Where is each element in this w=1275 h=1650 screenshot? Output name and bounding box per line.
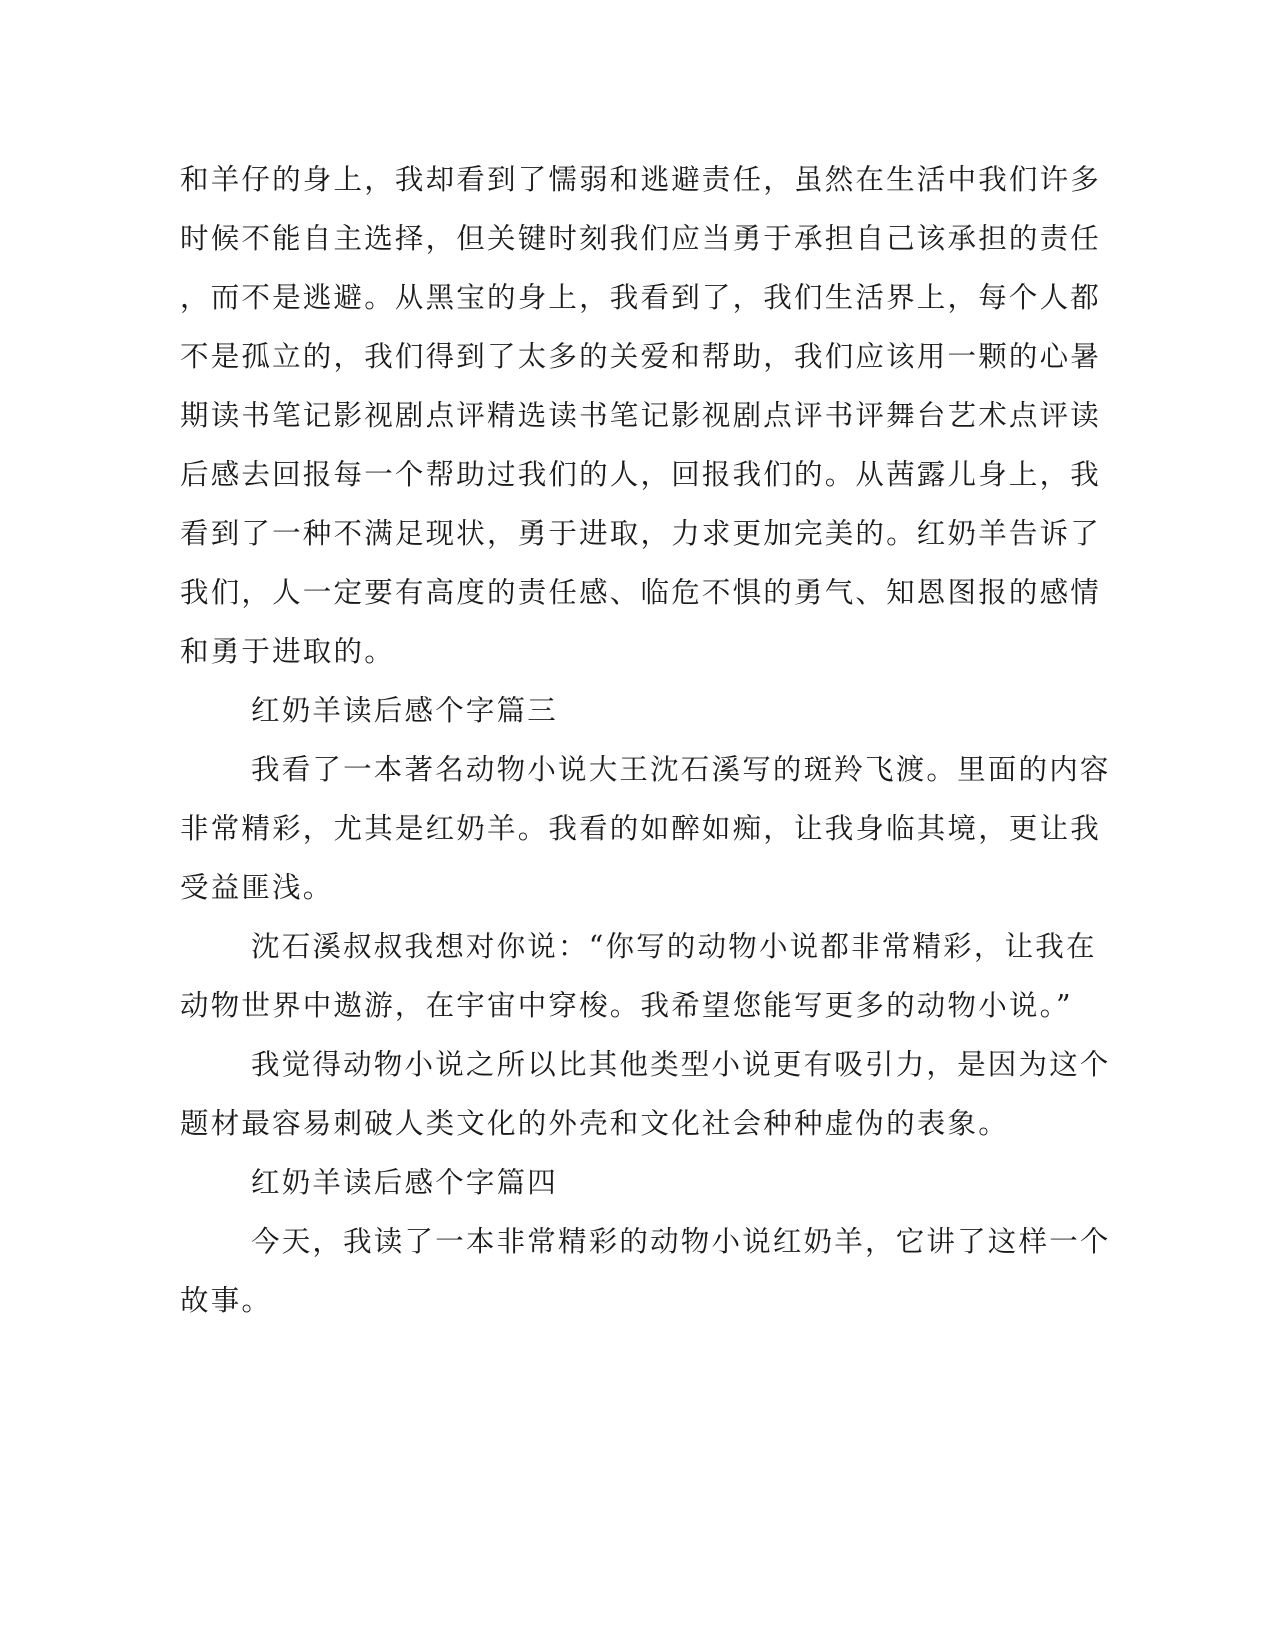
text-line-8: 我们，人一定要有高度的责任感、临危不惧的勇气、知恩图报的感情 xyxy=(180,576,1102,609)
text-line-20: 故事。 xyxy=(180,1284,273,1317)
section-heading-3: 红奶羊读后感个字篇三 xyxy=(251,694,559,727)
text-line-15: 动物世界中遨游，在宇宙中穿梭。我希望您能写更多的动物小说。” xyxy=(180,989,1073,1022)
text-line-19: 今天，我读了一本非常精彩的动物小说红奶羊，它讲了这样一个 xyxy=(251,1225,1111,1258)
text-line-12: 非常精彩，尤其是红奶羊。我看的如醉如痴，让我身临其境，更让我 xyxy=(180,812,1102,845)
text-line-4: 不是孤立的，我们得到了太多的关爱和帮助，我们应该用一颗的心暑 xyxy=(180,340,1102,373)
section-heading-4: 红奶羊读后感个字篇四 xyxy=(251,1166,559,1199)
text-line-1: 和羊仔的身上，我却看到了懦弱和逃避责任，虽然在生活中我们许多 xyxy=(180,163,1102,196)
text-line-2: 时候不能自主选择，但关键时刻我们应当勇于承担自己该承担的责任 xyxy=(180,222,1102,255)
text-line-9: 和勇于进取的。 xyxy=(180,635,395,668)
text-line-11: 我看了一本著名动物小说大王沈石溪写的斑羚飞渡。里面的内容 xyxy=(251,753,1111,786)
text-line-3: ，而不是逃避。从黑宝的身上，我看到了，我们生活界上，每个人都 xyxy=(180,281,1102,314)
text-line-5: 期读书笔记影视剧点评精选读书笔记影视剧点评书评舞台艺术点评读 xyxy=(180,399,1102,432)
text-line-6: 后感去回报每一个帮助过我们的人，回报我们的。从茜露儿身上，我 xyxy=(180,458,1102,491)
text-line-7: 看到了一种不满足现状，勇于进取，力求更加完美的。红奶羊告诉了 xyxy=(180,517,1102,550)
text-line-16: 我觉得动物小说之所以比其他类型小说更有吸引力，是因为这个 xyxy=(251,1048,1111,1081)
text-line-14: 沈石溪叔叔我想对你说：“你写的动物小说都非常精彩，让我在 xyxy=(251,930,1097,963)
text-line-13: 受益匪浅。 xyxy=(180,871,334,904)
text-line-17: 题材最容易刺破人类文化的外壳和文化社会种种虚伪的表象。 xyxy=(180,1107,1009,1140)
